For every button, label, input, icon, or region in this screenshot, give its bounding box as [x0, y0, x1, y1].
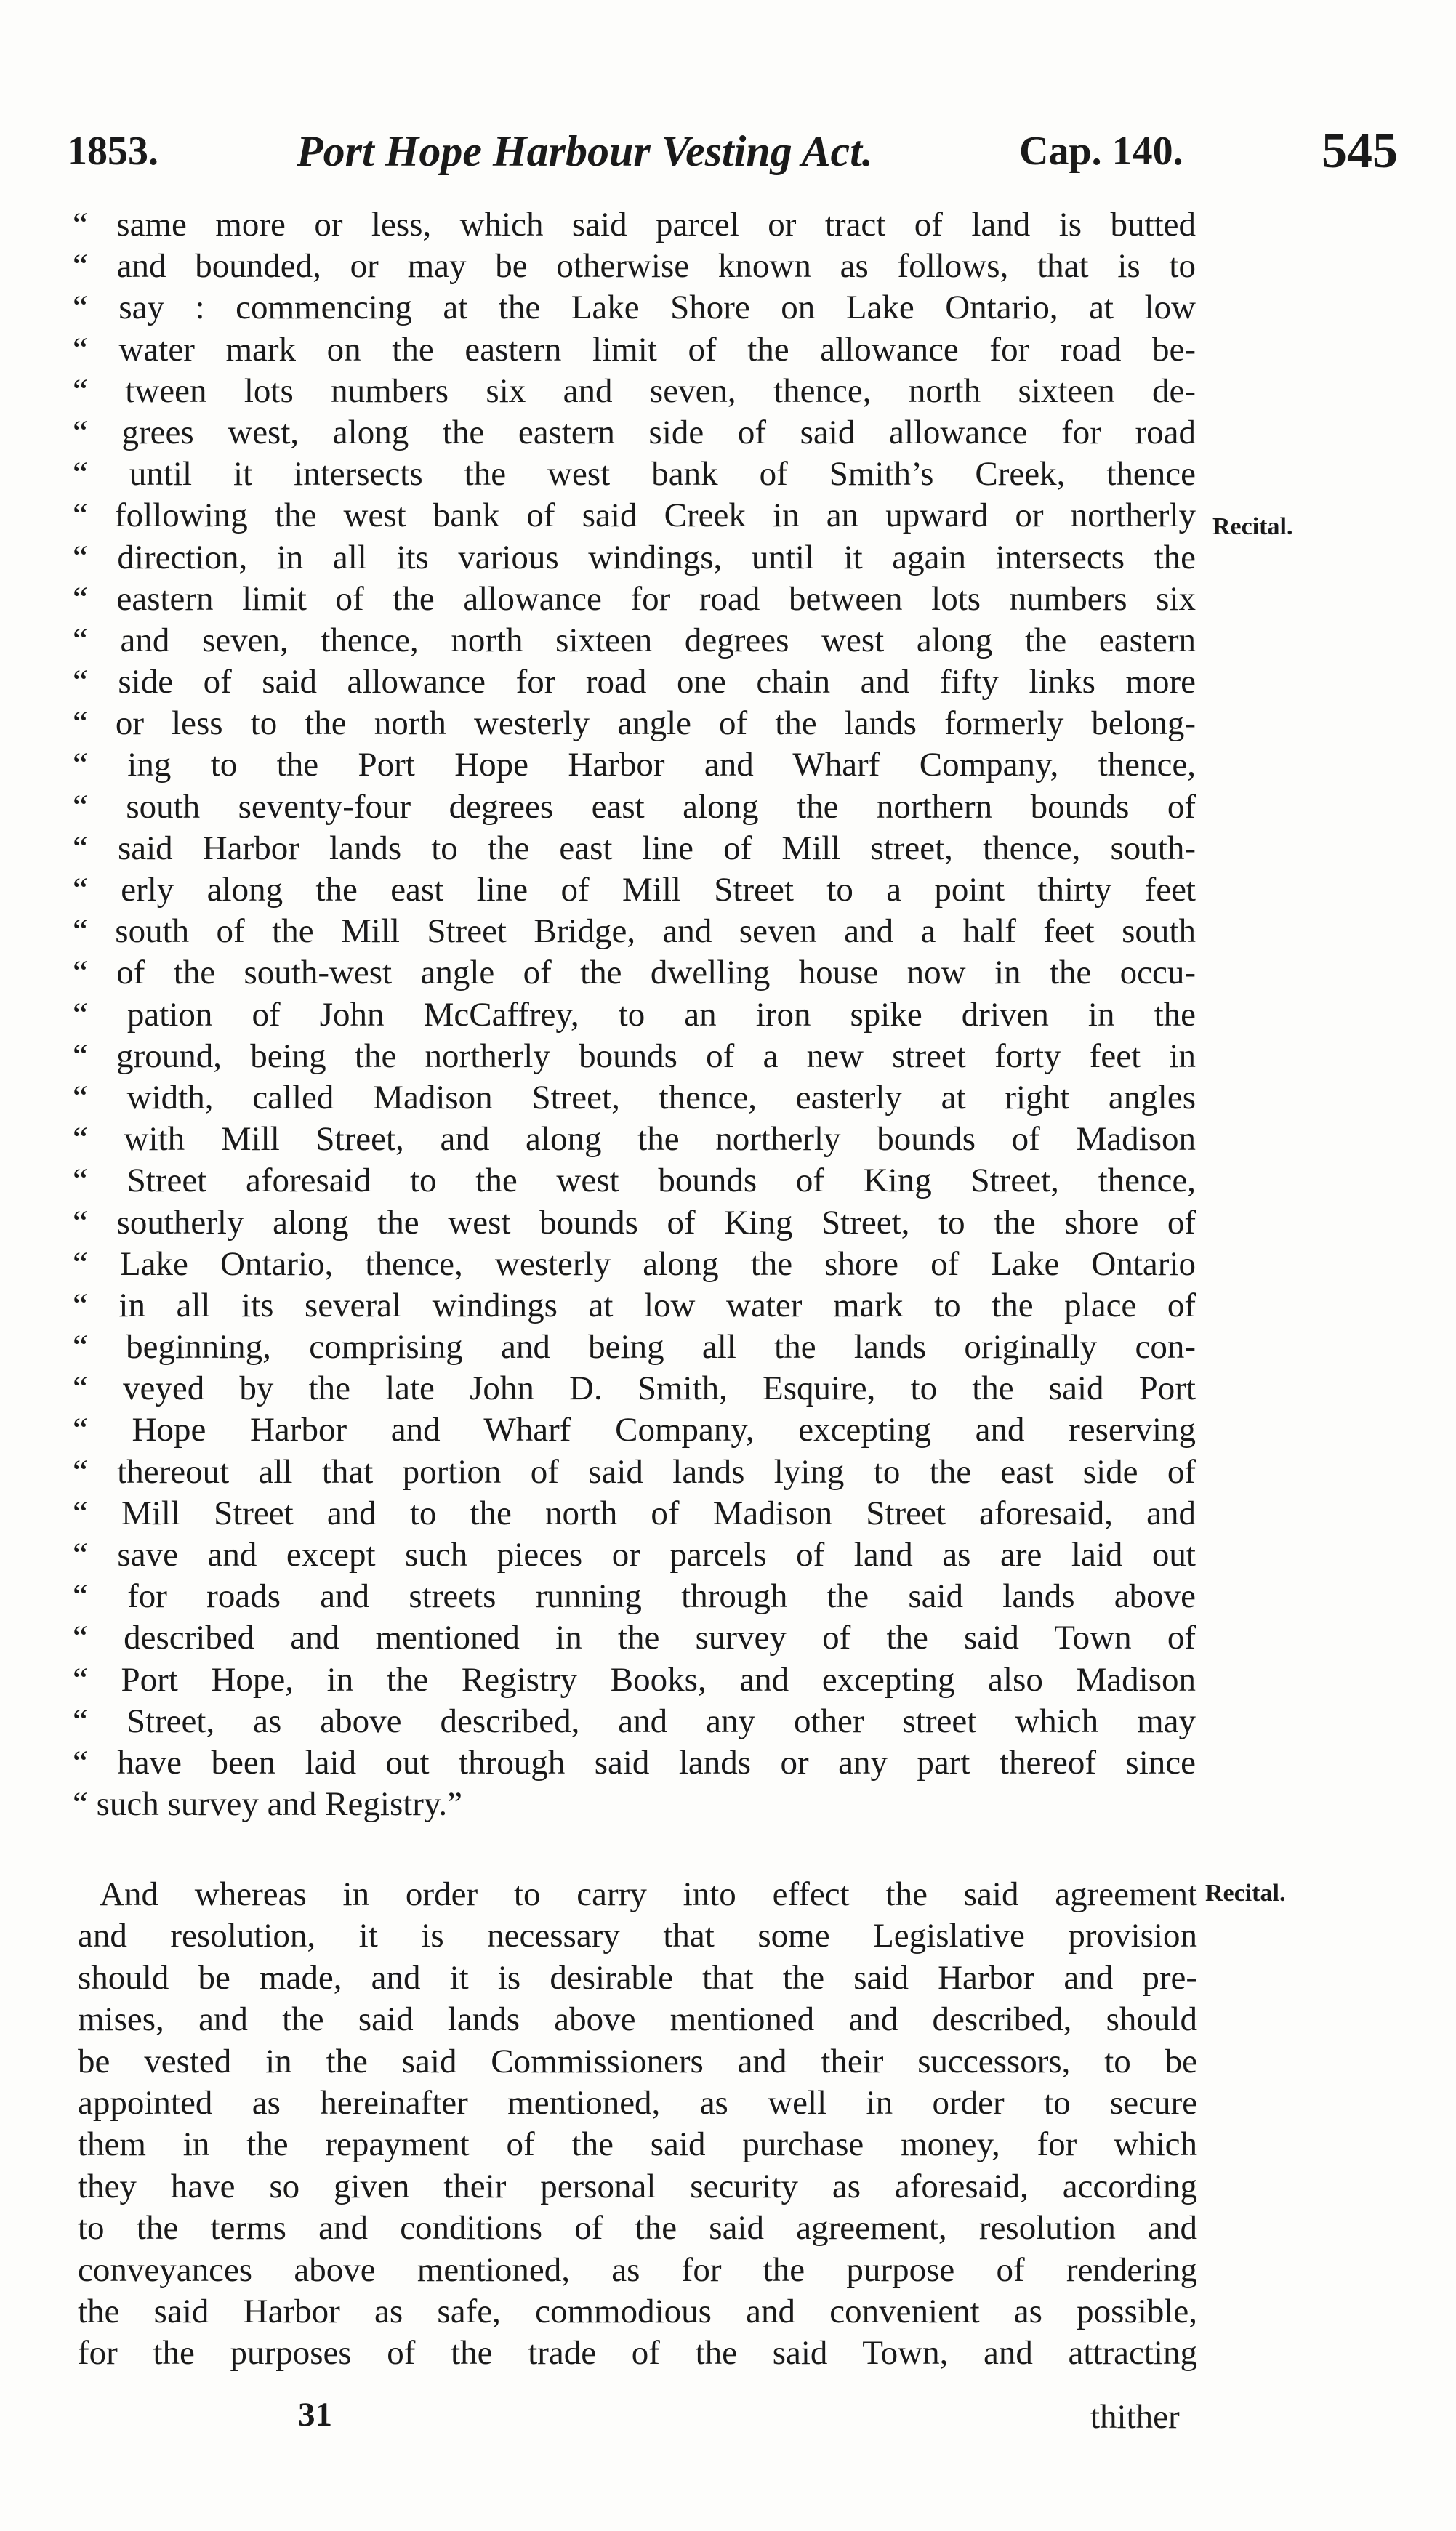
- quote-line: “ eastern limit of the allowance for road between lots numbers six: [73, 579, 1196, 618]
- quote-line: “ Mill Street and to the north of Madison Street aforesaid, and: [73, 1494, 1196, 1532]
- margin-note-recital: Recital.: [1212, 513, 1293, 540]
- quote-line: “ say : commencing at the Lake Shore on Lake Ontario, at low: [73, 289, 1196, 327]
- quote-line: “ direction, in all its various windings, until it again intersects the: [73, 538, 1196, 576]
- quote-line: “ ground, being the northerly bounds of a new street forty feet in: [73, 1037, 1196, 1075]
- quote-line: “ Lake Ontario, thence, westerly along the shore of Lake Ontario: [73, 1244, 1196, 1283]
- quote-line: “ such survey and Registry.”: [73, 1785, 463, 1824]
- quote-line: “ and seven, thence, north sixteen degrees west along the eastern: [73, 621, 1196, 659]
- header-chapter: Cap. 140.: [1019, 129, 1183, 174]
- quote-line: “ beginning, comprising and being all the lands originally con-: [73, 1328, 1196, 1367]
- quote-line: “ described and mentioned in the survey of the said Town of: [73, 1619, 1196, 1657]
- quote-line: “ side of said allowance for road one chain and fifty links more: [73, 663, 1196, 701]
- quote-line: “ south seventy-four degrees east along the northern bounds of: [73, 787, 1196, 826]
- paragraph-line: them in the repayment of the said purchase money, for which: [78, 2125, 1197, 2164]
- catchword: thither: [1090, 2398, 1180, 2436]
- paragraph-line: for the purposes of the trade of the said Town, and attracting: [78, 2334, 1197, 2373]
- signature-mark: 31: [298, 2396, 332, 2434]
- quote-line: “ for roads and streets running through the said lands above: [73, 1577, 1196, 1616]
- quote-line: “ following the west bank of said Creek in an upward or northerly: [73, 496, 1196, 535]
- paragraph-line: to the terms and conditions of the said agreement, resolution and: [78, 2209, 1197, 2248]
- quote-line: “ water mark on the eastern limit of the allowance for road be-: [73, 330, 1196, 369]
- quote-line: “ and bounded, or may be otherwise known as follows, that is to: [73, 247, 1196, 286]
- quote-line: “ Street, as above described, and any other street which may: [73, 1702, 1196, 1740]
- quoted-description: [73, 204, 1196, 1825]
- margin-note-recital: Recital.: [1205, 1880, 1286, 1907]
- quote-line: “ save and except such pieces or parcels of land as are laid out: [73, 1536, 1196, 1574]
- quote-line: “ tween lots numbers six and seven, thence, north sixteen de-: [73, 371, 1196, 410]
- quote-line: “ south of the Mill Street Bridge, and seven and a half feet south: [73, 912, 1196, 951]
- paragraph-line: mises, and the said lands above mentioned and described, should: [78, 2000, 1197, 2039]
- quote-line: “ or less to the north westerly angle of the lands formerly belong-: [73, 704, 1196, 743]
- quote-line: “ pation of John McCaffrey, to an iron spike driven in the: [73, 995, 1196, 1034]
- quote-line: “ until it intersects the west bank of Smith’s Creek, thence: [73, 455, 1196, 494]
- page-number: 545: [1322, 123, 1398, 179]
- header-year: 1853.: [67, 129, 158, 174]
- quote-line: “ Street aforesaid to the west bounds of King Street, thence,: [73, 1162, 1196, 1200]
- quote-line: “ ing to the Port Hope Harbor and Wharf Company, thence,: [73, 746, 1196, 784]
- paragraph-line: the said Harbor as safe, commodious and convenient as possible,: [78, 2292, 1197, 2330]
- header-title: Port Hope Harbour Vesting Act.: [297, 127, 873, 175]
- quote-line: “ same more or less, which said parcel or tract of land is butted: [73, 206, 1196, 244]
- quote-line: “ grees west, along the eastern side of said allowance for road: [73, 413, 1196, 451]
- quote-line: “ with Mill Street, and along the northerly bounds of Madison: [73, 1120, 1196, 1159]
- paragraph-line: they have so given their personal security as aforesaid, according: [78, 2167, 1197, 2205]
- quote-line: “ veyed by the late John D. Smith, Esquire, to the said Port: [73, 1369, 1196, 1408]
- quote-line: “ Port Hope, in the Registry Books, and excepting also Madison: [73, 1660, 1196, 1699]
- paragraph-line: be vested in the said Commissioners and their successors, to be: [78, 2042, 1197, 2080]
- paragraph-line: And whereas in order to carry into effect the said agreement: [100, 1875, 1197, 1913]
- quote-line: “ thereout all that portion of said lands lying to the east side of: [73, 1452, 1196, 1491]
- quote-line: “ in all its several windings at low water mark to the place of: [73, 1286, 1196, 1324]
- quote-line: “ have been laid out through said lands or any part thereof since: [73, 1743, 1196, 1782]
- quote-line: “ said Harbor lands to the east line of Mill street, thence, south-: [73, 829, 1196, 867]
- quote-line: “ southerly along the west bounds of King Street, to the shore of: [73, 1203, 1196, 1242]
- paragraph-line: should be made, and it is desirable that the said Harbor and pre-: [78, 1958, 1197, 1997]
- quote-line: “ Hope Harbor and Wharf Company, excepting and reserving: [73, 1411, 1196, 1449]
- paragraph-line: appointed as hereinafter mentioned, as well in order to secure: [78, 2083, 1197, 2122]
- paragraph-line: and resolution, it is necessary that some Legislative provision: [78, 1917, 1197, 1955]
- quote-line: “ erly along the east line of Mill Street to a point thirty feet: [73, 871, 1196, 909]
- paragraph-line: conveyances above mentioned, as for the purpose of rendering: [78, 2250, 1197, 2289]
- quote-line: “ width, called Madison Street, thence, easterly at right angles: [73, 1078, 1196, 1116]
- whereas-paragraph: [78, 1874, 1197, 2375]
- quote-line: “ of the south-west angle of the dwelling house now in the occu-: [73, 954, 1196, 992]
